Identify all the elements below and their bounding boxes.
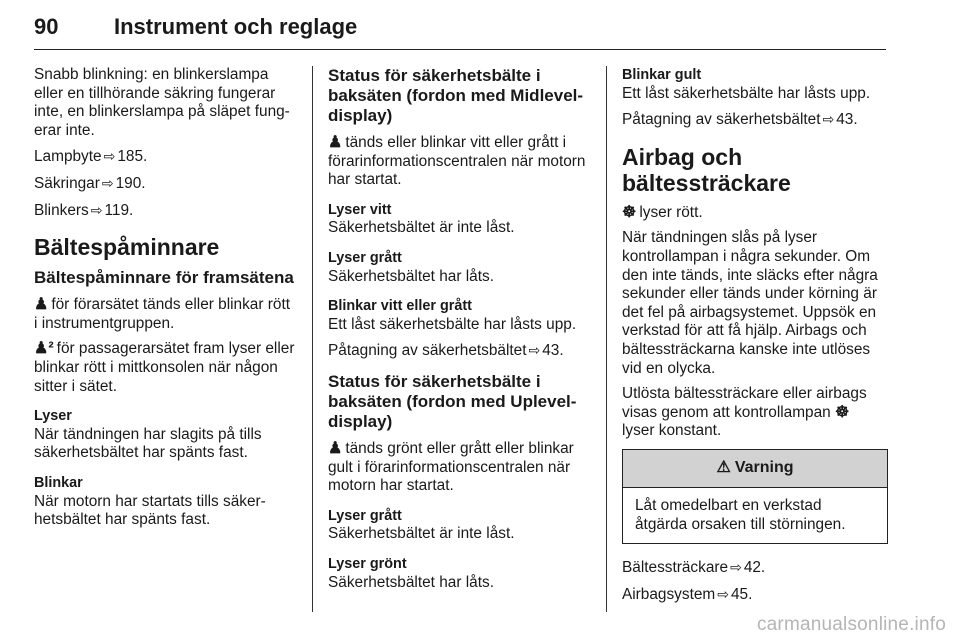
arrow-icon: ⇨	[103, 148, 116, 165]
arrow-icon: ⇨	[717, 585, 729, 602]
arrow-icon: ⇨	[528, 342, 541, 359]
page-title: Instrument och reglage	[114, 14, 358, 39]
uplevel-paragraph: ♟ tänds grönt eller grått eller blinkar gult i förarinformationscentralen när motorn har startat.	[328, 439, 574, 495]
ref-baltesstrackare: Bältessträckare ⇨ 42.	[622, 559, 766, 577]
seatbelt-icon: ♟	[328, 439, 343, 457]
warning-box	[622, 449, 888, 544]
warning-title: Varning	[734, 459, 794, 477]
ref-blinkers: Blinkers ⇨ 119.	[34, 201, 134, 219]
seatbelt-passenger-icon: ♟²	[34, 340, 54, 358]
driver-paragraph: ♟ för förarsätet tänds eller blinkar rött i instrumentgruppen.	[34, 296, 291, 332]
warning-icon: ⚠	[716, 459, 731, 477]
watermark: carmanualsonline.info	[756, 614, 946, 635]
ref-patagning: Påtagning av säkerhetsbältet ⇨ 43.	[622, 111, 858, 129]
column-2	[328, 66, 590, 599]
seatbelt-icon: ♟	[328, 134, 343, 151]
arrow-icon: ⇨	[101, 174, 114, 191]
arrow-icon: ⇨	[730, 559, 742, 576]
airbag-paragraph: När tändningen slås på lyser kontrollampan i några sekunder. Om den inte tänds, inte släcks efter några sekunder eller tänds under körning är det fel på airbagsystemet. Uppsök en verkstad för att få hjälp. Airbags och bältessträckarna kanske inte utlöses vid en olycka.	[622, 229, 878, 377]
section-heading: Airbag och bältessträckare	[622, 143, 791, 196]
subsection-heading: Status för säkerhetsbälte i baksäten (fordon med Uplevel- display)	[328, 371, 577, 431]
section-heading: Bältespåminnare	[34, 234, 220, 261]
ref-patagning: Påtagning av säkerhetsbältet ⇨ 43.	[328, 342, 564, 360]
page-number: 90	[34, 14, 59, 39]
arrow-icon: ⇨	[90, 201, 103, 218]
column-1	[34, 66, 296, 537]
subsection-heading: Status för säkerhetsbälte i baksäten (fordon med Midlevel- display)	[328, 66, 584, 125]
text-lyser-gratt-2: Säkerhetsbältet är inte låst.	[328, 525, 515, 543]
text-lyser-gratt: Säkerhetsbältet har låts.	[328, 267, 494, 285]
text-lyser-vitt: Säkerhetsbältet är inte låst.	[328, 219, 515, 237]
column-3	[622, 66, 888, 611]
column-divider	[606, 66, 607, 612]
ref-sakringar: Säkringar ⇨ 190.	[34, 174, 146, 192]
label-blinkar-vitt-gratt: Blinkar vitt eller grått	[328, 298, 472, 315]
label-lyser: Lyser	[34, 408, 72, 425]
column-divider	[312, 66, 313, 612]
seatbelt-icon: ♟	[34, 296, 49, 314]
airbag-lyser: ☸ lyser rött.	[622, 203, 703, 221]
airbag-icon: ☸	[835, 403, 850, 421]
label-lyser-gratt-2: Lyser grått	[328, 507, 402, 524]
text-blinkar: När motorn har startats tills säker- hetsbältet har spänts fast.	[34, 492, 266, 529]
label-lyser-gront: Lyser grönt	[328, 555, 407, 572]
text-blinkar-gult: Ett låst säkerhetsbälte har låsts upp.	[622, 84, 871, 102]
ref-airbagsystem: Airbagsystem ⇨ 45.	[622, 585, 753, 603]
ref-lampbyte: Lampbyte ⇨ 185.	[34, 148, 148, 166]
warning-body: Låt omedelbart en verkstad åtgärda orsaken till störningen.	[635, 496, 846, 533]
warning-header	[623, 450, 887, 488]
airbag-icon: ☸	[622, 203, 637, 221]
label-lyser-vitt: Lyser vitt	[328, 201, 392, 218]
passenger-paragraph: ♟² för passagerarsätet fram lyser eller blinkar rött i mittkonsolen när någon sitter i sätet.	[34, 340, 295, 395]
page-header	[34, 12, 886, 50]
text-lyser: När tändningen har slagits på tills säkerhetsbältet har spänts fast.	[34, 425, 262, 462]
label-lyser-gratt: Lyser grått	[328, 249, 402, 266]
intro-paragraph: Snabb blinkning: en blinkerslampa eller en tillhörande säkring fungerar inte, en blinkerslampa på släpet fung- erar inte.	[34, 66, 290, 139]
arrow-icon: ⇨	[822, 111, 835, 128]
midlevel-paragraph: ♟ tänds eller blinkar vitt eller grått i förarinformationscentralen när motorn har startat.	[328, 134, 586, 189]
text-lyser-gront: Säkerhetsbältet har låts.	[328, 573, 494, 591]
subsection-heading: Bältespåminnare för framsätena	[34, 268, 294, 288]
deployed-paragraph: Utlösta bältessträckare eller airbags visas genom att kontrollampan ☸ lyser konstant.	[622, 385, 867, 440]
text-blinkar-vitt-gratt: Ett låst säkerhetsbälte har låsts upp.	[328, 315, 577, 333]
label-blinkar: Blinkar	[34, 474, 83, 491]
label-blinkar-gult: Blinkar gult	[622, 67, 702, 83]
